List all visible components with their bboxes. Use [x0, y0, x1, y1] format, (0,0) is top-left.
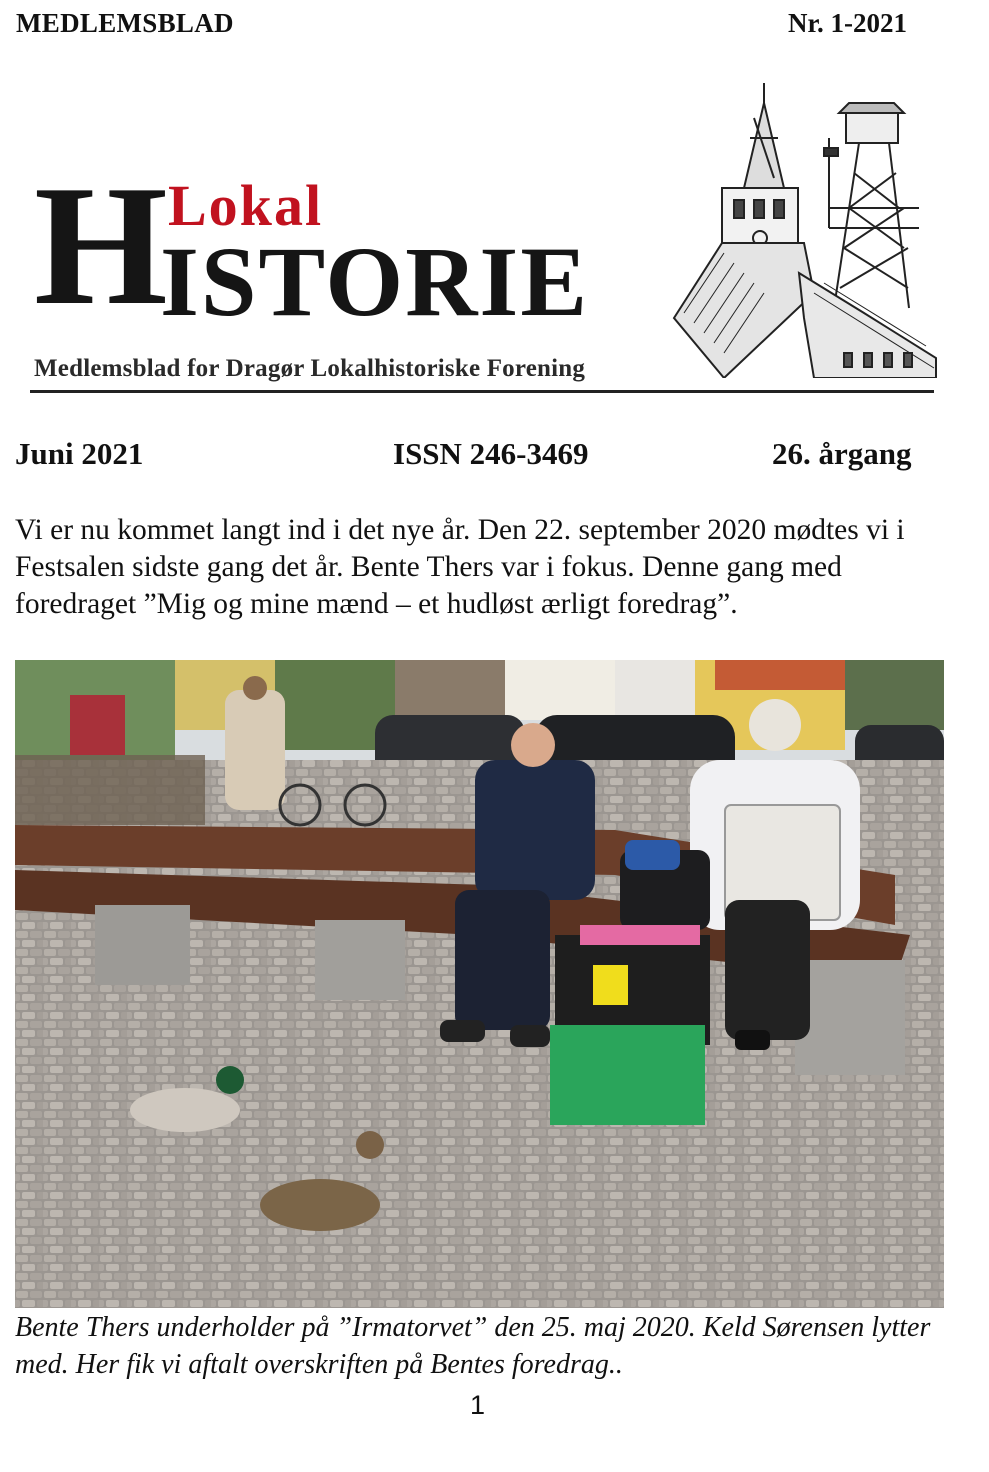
church-tower-illustration: [664, 78, 938, 378]
issue-date: Juni 2021: [15, 436, 144, 471]
page-number: 1: [470, 1390, 486, 1420]
intro-paragraph: Vi er nu kommet langt ind i det nye år. Den 22. september 2020 mødtes vi i Festsalen sidste gang det år. Bente Thers var i fokus. Denne gang med foredraget ”Mig og mine mænd – et hudløst ærligt foredrag”.: [15, 514, 905, 620]
issn: ISSN 246-3469: [393, 436, 589, 471]
photo-caption: Bente Thers underholder på ”Irmatorvet” den 25. maj 2020. Keld Sørensen lytter med. Her fik vi aftalt overskriften på Bentes foredrag..: [15, 1312, 931, 1380]
logo-lokal: Lokal: [168, 173, 324, 238]
cover-photo: [15, 660, 944, 1308]
logo-initial: H: [34, 151, 168, 341]
logo-historie: ISTORIE: [160, 226, 590, 337]
publication-label: MEDLEMSBLAD: [16, 8, 234, 38]
volume: 26. årgang: [772, 436, 912, 471]
issue-number: Nr. 1-2021: [788, 8, 907, 38]
masthead-rule: [30, 390, 934, 393]
masthead-subtitle: Medlemsblad for Dragør Lokalhistoriske Forening: [34, 355, 586, 382]
